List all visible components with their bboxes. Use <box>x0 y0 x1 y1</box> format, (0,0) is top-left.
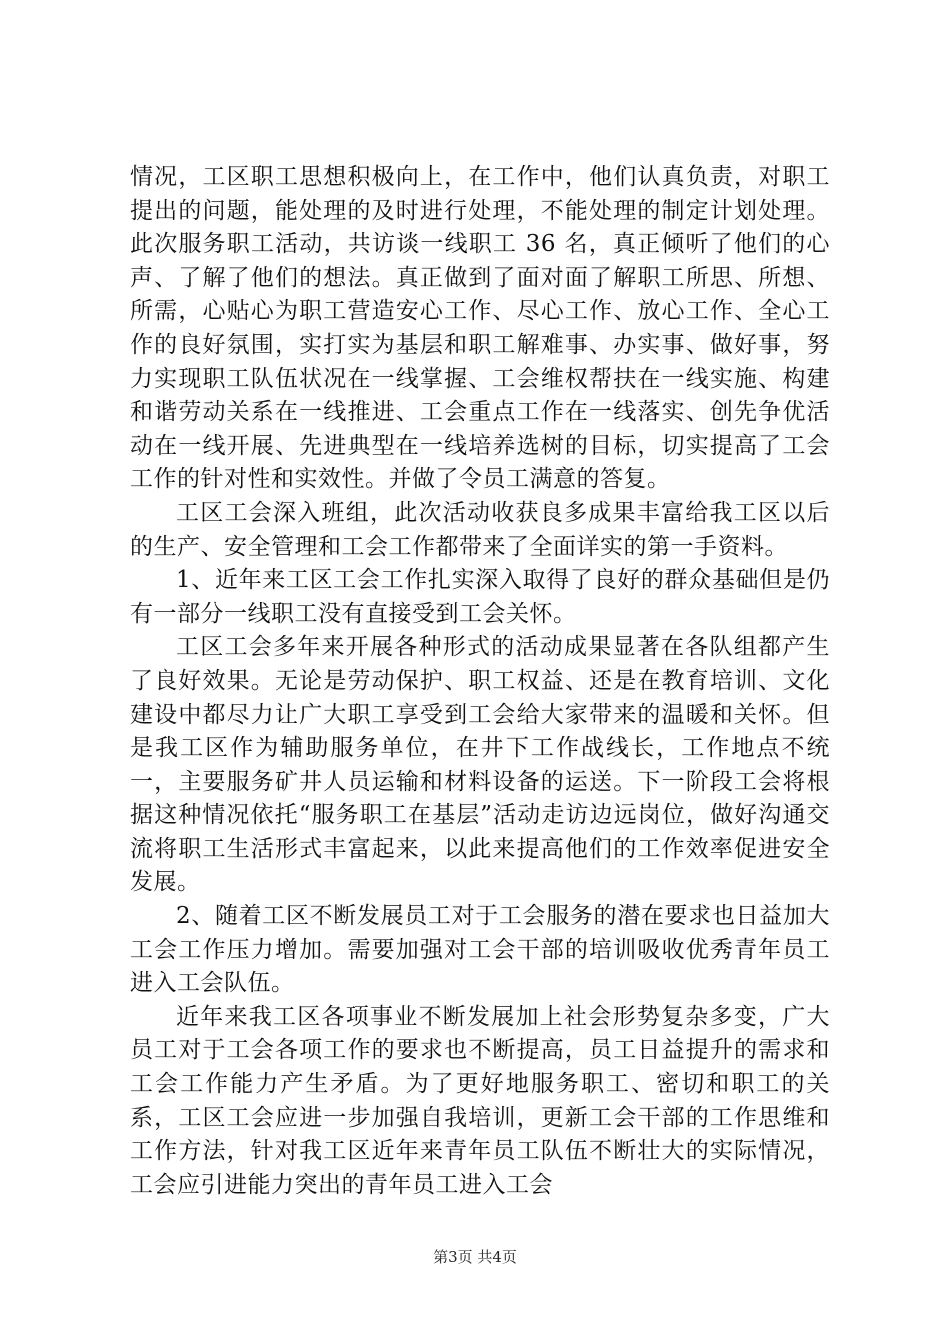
page-footer: 第3页 共4页 <box>433 1248 517 1266</box>
paragraph-6: 近年来我工区各项事业不断发展加上社会形势复杂多变，广大员工对于工会各项工作的要求也不断提高，员工日益提升的需求和工会工作能力产生矛盾。为了更好地服务职工、密切和职工的关系，工区工会应进一步加强自我培训，更新工会干部的工作思维和工作方法，针对我工区近年来青年员工队伍不断壮大的实际情况，工会应引进能力突出的青年员工进入工会 <box>130 1003 830 1198</box>
document-body <box>130 161 830 1202</box>
paragraph-3: 1、近年来工区工会工作扎实深入取得了良好的群众基础但是仍有一部分一线职工没有直接受到工会关怀。 <box>130 567 830 627</box>
paragraph-2: 工区工会深入班组，此次活动收获良多成果丰富给我工区以后的生产、安全管理和工会工作都带来了全面详实的第一手资料。 <box>130 499 830 560</box>
paragraph-5: 2、随着工区不断发展员工对于工会服务的潜在要求也日益加大工会工作压力增加。需要加强对工会干部的培训吸收优秀青年员工进入工会队伍。 <box>130 903 830 997</box>
paragraph-1: 情况，工区职工思想积极向上，在工作中，他们认真负责，对职工提出的问题，能处理的及时进行处理，不能处理的制定计划处理。此次服务职工活动，共访谈一线职工 36 名，真正倾听了他们的心声、了解了他们的想法。真正做到了面对面了解职工所思、所想、所需，心贴心为职工营造安心工作、尽心工作、放心工作、全心工作的良好氛围，实打实为基层和职工解难事、办实事、做好事，努力实现职工队伍状况在一线掌握、工会维权帮扶在一线实施、构建和谐劳动关系在一线推进、工会重点工作在一线落实、创先争优活动在一线开展、先进典型在一线培养选树的目标，切实提高了工会工作的针对性和实效性。并做了令员工满意的答复。 <box>130 164 830 493</box>
paragraph-4: 工区工会多年来开展各种形式的活动成果显著在各队组都产生了良好效果。无论是劳动保护、职工权益、还是在教育培训、文化建设中都尽力让广大职工享受到工会给大家带来的温暖和关怀。但是我工区作为辅助服务单位，在井下工作战线长，工作地点不统一，主要服务矿井人员运输和材料设备的运送。下一阶段工会将根据这种情况依托“服务职工在基层”活动走访边远岗位，做好沟通交流将职工生活形式丰富起来，以此来提高他们的工作效率促进安全发展。 <box>130 634 830 896</box>
